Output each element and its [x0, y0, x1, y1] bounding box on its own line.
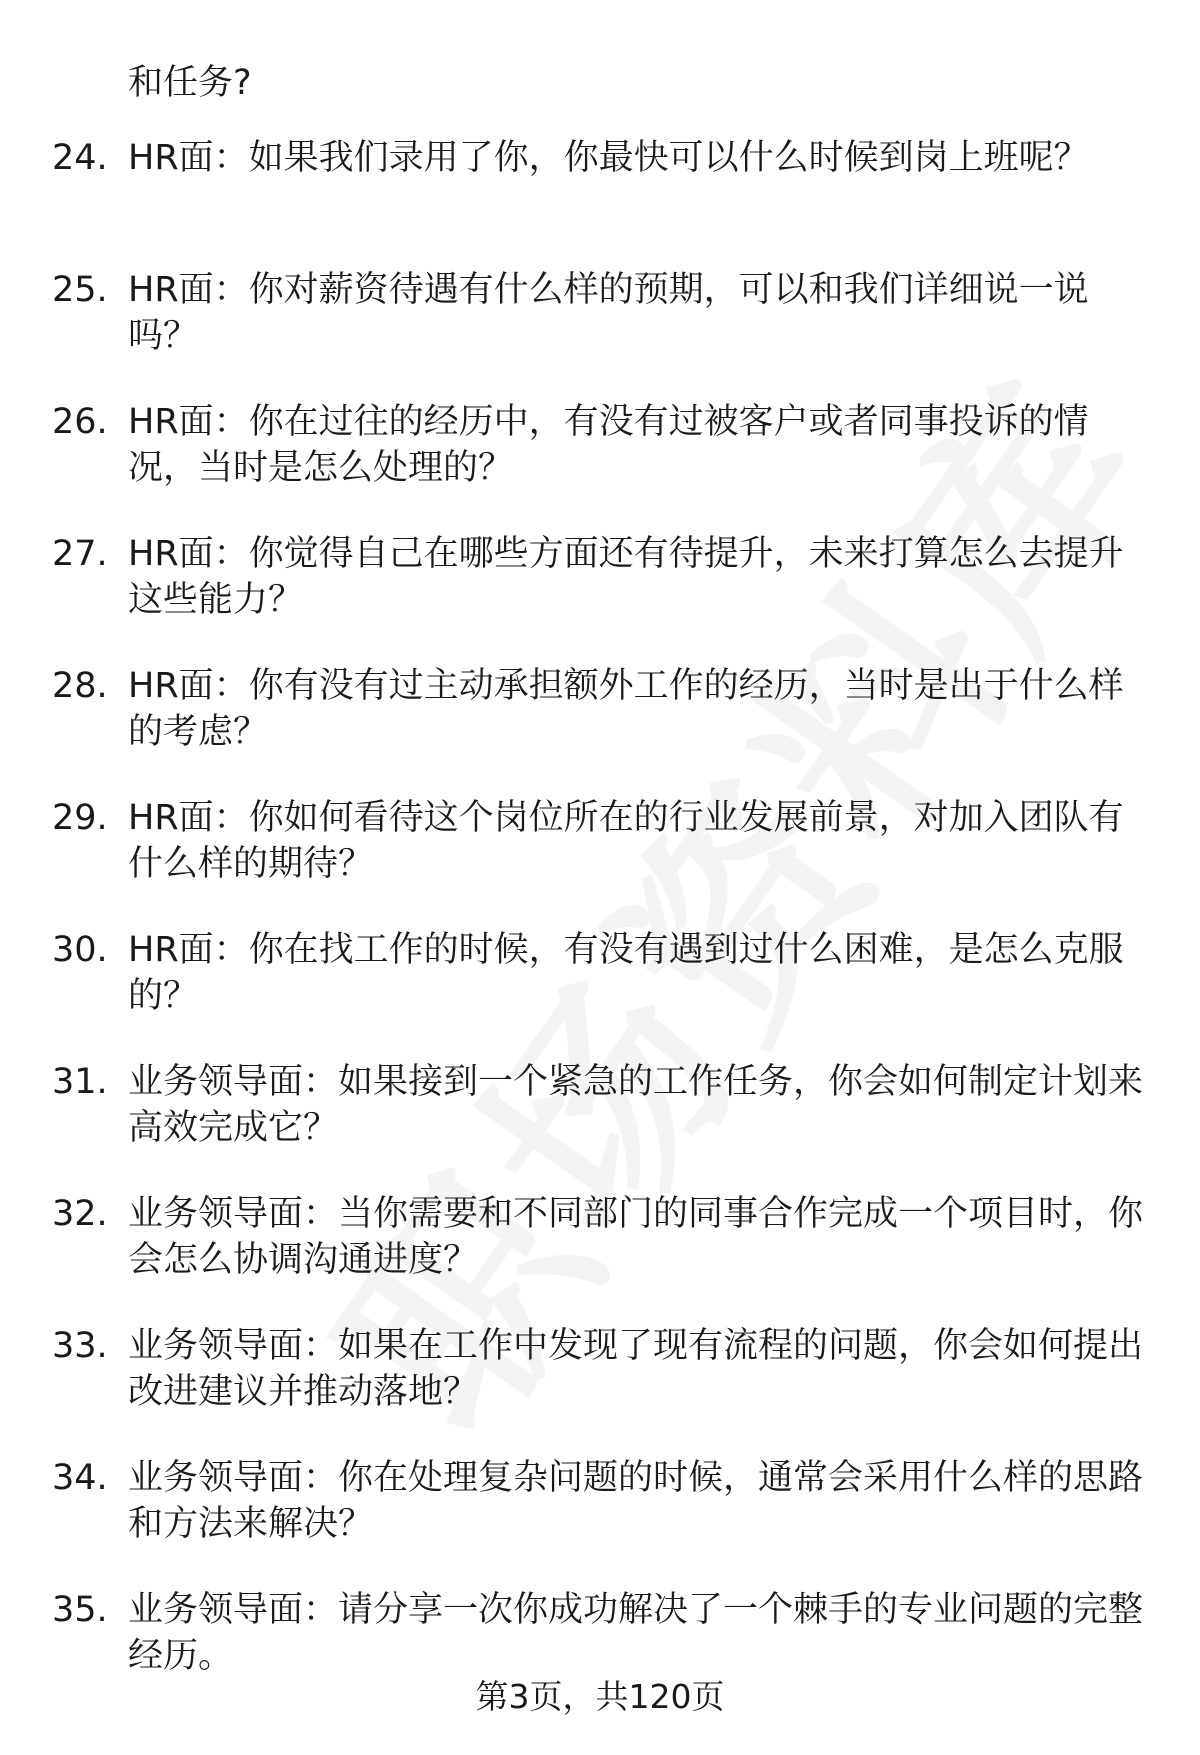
question-number: 29. [52, 798, 108, 838]
continuation-text: 和任务? [128, 63, 252, 103]
question-text: 业务领导面：如果接到一个紧急的工作任务，你会如何制定计划来高效完成它？ [128, 1062, 1144, 1148]
question-text: HR面：你对薪资待遇有什么样的预期，可以和我们详细说一说吗？ [128, 270, 1089, 356]
question-item [0, 267, 1200, 399]
question-item [0, 1059, 1200, 1191]
question-text: 业务领导面：你在处理复杂问题的时候，通常会采用什么样的思路和方法来解决？ [128, 1458, 1144, 1544]
question-number: 25. [52, 270, 108, 310]
question-item [0, 795, 1200, 927]
question-text: HR面：你有没有过主动承担额外工作的经历，当时是出于什么样的考虑？ [128, 666, 1124, 752]
question-text: HR面：你如何看待这个岗位所在的行业发展前景，对加入团队有什么样的期待？ [128, 798, 1124, 884]
question-number: 26. [52, 402, 108, 442]
page-footer: 第3页，共120页 [475, 1677, 725, 1716]
question-number: 35. [52, 1590, 108, 1630]
question-item [0, 663, 1200, 795]
question-item [0, 135, 1200, 267]
question-number: 30. [52, 930, 108, 970]
question-item [0, 1455, 1200, 1587]
question-number: 28. [52, 666, 108, 706]
question-number: 31. [52, 1062, 108, 1102]
question-number: 32. [52, 1194, 108, 1234]
question-item [0, 927, 1200, 1059]
question-item [0, 1323, 1200, 1455]
question-text: HR面：如果我们录用了你，你最快可以什么时候到岗上班呢？ [128, 138, 1089, 178]
question-list [0, 135, 1200, 1719]
question-number: 34. [52, 1458, 108, 1498]
question-text: 业务领导面：请分享一次你成功解决了一个棘手的专业问题的完整经历。 [128, 1590, 1144, 1676]
question-item [0, 399, 1200, 531]
question-number: 24. [52, 138, 108, 178]
question-text: HR面：你觉得自己在哪些方面还有待提升，未来打算怎么去提升这些能力？ [128, 534, 1124, 620]
question-text: HR面：你在过往的经历中，有没有过被客户或者同事投诉的情况，当时是怎么处理的？ [128, 402, 1089, 488]
question-item [0, 531, 1200, 663]
question-number: 27. [52, 534, 108, 574]
question-item [0, 1191, 1200, 1323]
question-text: HR面：你在找工作的时候，有没有遇到过什么困难，是怎么克服的？ [128, 930, 1124, 1016]
question-number: 33. [52, 1326, 108, 1366]
question-text: 业务领导面：如果在工作中发现了现有流程的问题，你会如何提出改进建议并推动落地？ [128, 1326, 1144, 1412]
question-text: 业务领导面：当你需要和不同部门的同事合作完成一个项目时，你会怎么协调沟通进度？ [128, 1194, 1144, 1280]
